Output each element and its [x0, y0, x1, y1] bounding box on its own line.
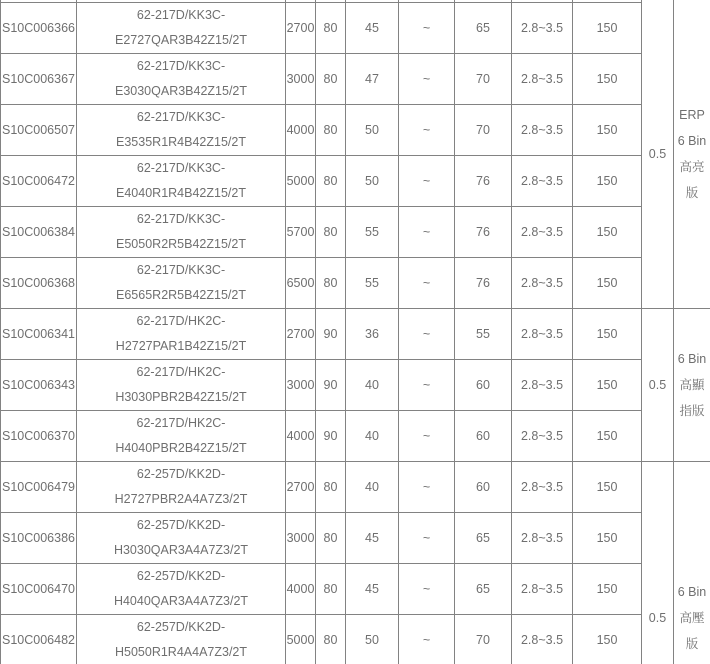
- value-cell: 76: [455, 156, 512, 207]
- tilde-cell: ~: [399, 411, 455, 462]
- value-cell: 150: [573, 54, 642, 105]
- model-cell: [77, 207, 286, 258]
- product-code: S10C006470: [1, 564, 77, 615]
- table-row: [1, 258, 710, 309]
- tilde-cell: ~: [399, 156, 455, 207]
- model-line-2: H3030QAR3A4A7Z3/2T: [113, 543, 249, 557]
- value-cell: 76: [455, 258, 512, 309]
- product-code: S10C006368: [1, 258, 77, 309]
- value-cell: 150: [573, 156, 642, 207]
- note-line: 6 Bin: [677, 352, 707, 366]
- tilde-cell: ~: [399, 54, 455, 105]
- value-cell: 55: [346, 258, 399, 309]
- value-cell: 2700: [286, 3, 316, 54]
- range-cell: 2.8~3.5: [512, 462, 573, 513]
- value-cell: 70: [455, 105, 512, 156]
- value-cell: 5000: [286, 156, 316, 207]
- model-line-2: E3030QAR3B42Z15/2T: [114, 84, 248, 98]
- value-cell: 150: [573, 411, 642, 462]
- tilde-cell: ~: [399, 258, 455, 309]
- model-line-1: 62-217D/HK2C-: [136, 416, 226, 430]
- value-cell: 80: [316, 207, 346, 258]
- model-line-2: H4040PBR2B42Z15/2T: [115, 441, 247, 455]
- range-cell: 2.8~3.5: [512, 105, 573, 156]
- value-cell: 65: [455, 3, 512, 54]
- model-line-1: 62-217D/KK3C-: [136, 59, 226, 73]
- model-line-2: H2727PAR1B42Z15/2T: [115, 339, 247, 353]
- value-cell: 150: [573, 105, 642, 156]
- tilde-cell: ~: [399, 3, 455, 54]
- value-cell: 80: [316, 258, 346, 309]
- model-cell: [77, 309, 286, 360]
- spec-value-group3: 0.5: [642, 462, 674, 664]
- value-cell: 3000: [286, 54, 316, 105]
- value-cell: 150: [573, 564, 642, 615]
- model-line-1: 62-217D/HK2C-: [136, 314, 226, 328]
- model-line-2: E3535R1R4B42Z15/2T: [116, 135, 246, 149]
- table-row: [1, 360, 710, 411]
- product-code: S10C006479: [1, 462, 77, 513]
- value-cell: 4000: [286, 105, 316, 156]
- model-line-1: 62-257D/KK2D-: [136, 518, 226, 532]
- value-cell: 150: [573, 462, 642, 513]
- value-cell: 65: [455, 513, 512, 564]
- product-code: S10C006370: [1, 411, 77, 462]
- note-line: 高顯: [679, 378, 705, 392]
- value-cell: 55: [346, 207, 399, 258]
- range-cell: 2.8~3.5: [512, 564, 573, 615]
- range-cell: 2.8~3.5: [512, 411, 573, 462]
- value-cell: 40: [346, 411, 399, 462]
- value-cell: 65: [455, 564, 512, 615]
- table-row: [1, 309, 710, 360]
- range-cell: 2.8~3.5: [512, 3, 573, 54]
- product-code: S10C006367: [1, 54, 77, 105]
- table-row: [1, 207, 710, 258]
- value-cell: 80: [316, 3, 346, 54]
- note-line: 6 Bin: [677, 584, 707, 599]
- note-line: ERP: [679, 108, 705, 122]
- model-line-1: 62-257D/KK2D-: [136, 467, 226, 481]
- value-cell: 150: [573, 3, 642, 54]
- value-cell: 36: [346, 309, 399, 360]
- value-cell: 50: [346, 156, 399, 207]
- value-cell: 90: [316, 360, 346, 411]
- product-code: S10C006482: [1, 615, 77, 664]
- value-cell: 3000: [286, 360, 316, 411]
- spec-value-group2: 0.5: [642, 309, 674, 462]
- value-cell: 5000: [286, 615, 316, 664]
- value-cell: 150: [573, 207, 642, 258]
- value-cell: 80: [316, 54, 346, 105]
- note-line: 版: [685, 636, 699, 651]
- value-cell: 6500: [286, 258, 316, 309]
- value-cell: 60: [455, 411, 512, 462]
- value-cell: 150: [573, 258, 642, 309]
- product-code: S10C006472: [1, 156, 77, 207]
- value-cell: 40: [346, 360, 399, 411]
- model-line-1: 62-217D/KK3C-: [136, 161, 226, 175]
- range-cell: 2.8~3.5: [512, 360, 573, 411]
- note-line: 高壓: [679, 610, 705, 625]
- product-code: S10C006386: [1, 513, 77, 564]
- product-code: S10C006507: [1, 105, 77, 156]
- note-line: 高亮: [679, 160, 705, 174]
- model-cell: [77, 105, 286, 156]
- table-row: [1, 411, 710, 462]
- value-cell: 80: [316, 564, 346, 615]
- note-line: 6 Bin: [677, 134, 707, 148]
- value-cell: 4000: [286, 564, 316, 615]
- value-cell: 5700: [286, 207, 316, 258]
- bin-note-group1: [674, 0, 710, 309]
- value-cell: 60: [455, 360, 512, 411]
- table-row: [1, 615, 710, 664]
- model-line-2: E2727QAR3B42Z15/2T: [114, 33, 248, 47]
- model-line-2: H2727PBR2A4A7Z3/2T: [114, 492, 248, 506]
- model-line-2: H3030PBR2B42Z15/2T: [115, 390, 247, 404]
- model-cell: [77, 615, 286, 664]
- range-cell: 2.8~3.5: [512, 156, 573, 207]
- model-cell: [77, 564, 286, 615]
- model-line-2: H5050R1R4A4A7Z3/2T: [114, 645, 248, 659]
- model-cell: [77, 3, 286, 54]
- table-row: [1, 3, 710, 54]
- value-cell: 3000: [286, 513, 316, 564]
- value-cell: 45: [346, 564, 399, 615]
- table-row: [1, 54, 710, 105]
- value-cell: 80: [316, 513, 346, 564]
- tilde-cell: ~: [399, 564, 455, 615]
- range-cell: 2.8~3.5: [512, 309, 573, 360]
- model-line-1: 62-217D/KK3C-: [136, 8, 226, 22]
- model-line-2: H4040QAR3A4A7Z3/2T: [113, 594, 249, 608]
- model-line-2: E4040R1R4B42Z15/2T: [116, 186, 246, 200]
- range-cell: 2.8~3.5: [512, 258, 573, 309]
- value-cell: 76: [455, 207, 512, 258]
- product-code: S10C006384: [1, 207, 77, 258]
- product-code: S10C006343: [1, 360, 77, 411]
- model-line-2: E6565R2R5B42Z15/2T: [116, 288, 246, 302]
- table-row: [1, 105, 710, 156]
- value-cell: 80: [316, 615, 346, 664]
- value-cell: 4000: [286, 411, 316, 462]
- model-line-2: E5050R2R5B42Z15/2T: [116, 237, 246, 251]
- value-cell: 55: [455, 309, 512, 360]
- range-cell: 2.8~3.5: [512, 615, 573, 664]
- model-line-1: 62-257D/KK2D-: [136, 620, 226, 634]
- tilde-cell: ~: [399, 462, 455, 513]
- bin-note-group2: [674, 309, 710, 462]
- model-cell: [77, 411, 286, 462]
- tilde-cell: ~: [399, 360, 455, 411]
- value-cell: 50: [346, 615, 399, 664]
- tilde-cell: ~: [399, 105, 455, 156]
- value-cell: 150: [573, 309, 642, 360]
- value-cell: 50: [346, 105, 399, 156]
- table-row: [1, 513, 710, 564]
- model-cell: [77, 462, 286, 513]
- model-cell: [77, 156, 286, 207]
- model-cell: [77, 258, 286, 309]
- value-cell: 70: [455, 54, 512, 105]
- spec-value-group1: 0.5: [642, 0, 674, 309]
- value-cell: 80: [316, 462, 346, 513]
- product-code: S10C006366: [1, 3, 77, 54]
- tilde-cell: ~: [399, 513, 455, 564]
- model-line-1: 62-217D/KK3C-: [136, 263, 226, 277]
- value-cell: 2700: [286, 309, 316, 360]
- value-cell: 90: [316, 411, 346, 462]
- value-cell: 80: [316, 156, 346, 207]
- note-line: 指版: [679, 404, 705, 418]
- range-cell: 2.8~3.5: [512, 207, 573, 258]
- value-cell: 150: [573, 360, 642, 411]
- tilde-cell: ~: [399, 207, 455, 258]
- tilde-cell: ~: [399, 309, 455, 360]
- model-cell: [77, 54, 286, 105]
- table-row: [1, 462, 710, 513]
- value-cell: 47: [346, 54, 399, 105]
- table-row: [1, 564, 710, 615]
- model-line-1: 62-217D/HK2C-: [136, 365, 226, 379]
- model-line-1: 62-257D/KK2D-: [136, 569, 226, 583]
- model-line-1: 62-217D/KK3C-: [136, 212, 226, 226]
- range-cell: 2.8~3.5: [512, 513, 573, 564]
- bin-note-group3: [674, 462, 710, 664]
- value-cell: 60: [455, 462, 512, 513]
- product-code: S10C006341: [1, 309, 77, 360]
- model-line-1: 62-217D/KK3C-: [136, 110, 226, 124]
- table-row: [1, 156, 710, 207]
- value-cell: 80: [316, 105, 346, 156]
- model-cell: [77, 513, 286, 564]
- value-cell: 40: [346, 462, 399, 513]
- range-cell: 2.8~3.5: [512, 54, 573, 105]
- value-cell: 45: [346, 3, 399, 54]
- value-cell: 150: [573, 513, 642, 564]
- value-cell: 150: [573, 615, 642, 664]
- model-cell: [77, 360, 286, 411]
- value-cell: 2700: [286, 462, 316, 513]
- note-line: 版: [685, 186, 699, 200]
- value-cell: 90: [316, 309, 346, 360]
- value-cell: 70: [455, 615, 512, 664]
- value-cell: 45: [346, 513, 399, 564]
- tilde-cell: ~: [399, 615, 455, 664]
